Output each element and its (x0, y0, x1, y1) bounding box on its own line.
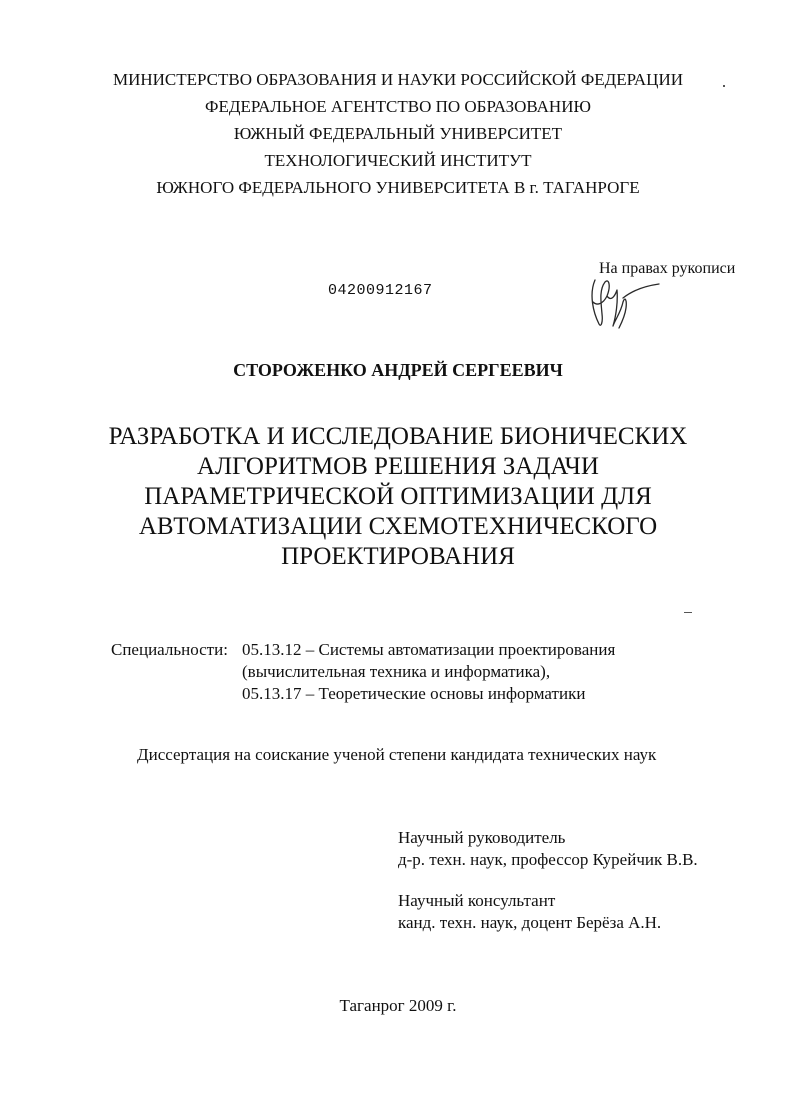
scan-speck (723, 85, 725, 87)
title-line-3: ПАРАМЕТРИЧЕСКОЙ ОПТИМИЗАЦИИ ДЛЯ (144, 483, 652, 510)
header-city: ЮЖНОГО ФЕДЕРАЛЬНОГО УНИВЕРСИТЕТА В г. ТАГАНРОГЕ (156, 178, 640, 197)
consultant-name: канд. техн. наук, доцент Берёза А.Н. (398, 913, 662, 932)
header-agency: ФЕДЕРАЛЬНОЕ АГЕНТСТВО ПО ОБРАЗОВАНИЮ (205, 97, 591, 116)
signature-icon (585, 272, 665, 334)
document-number: 04200912167 (328, 282, 433, 299)
supervisor-role: Научный руководитель (398, 828, 566, 847)
specialty-1: 05.13.12 – Системы автоматизации проектирования (242, 640, 616, 659)
header-ministry: МИНИСТЕРСТВО ОБРАЗОВАНИЯ И НАУКИ РОССИЙСКОЙ ФЕДЕРАЦИИ (112, 70, 684, 89)
dissertation-statement: Диссертация на соискание ученой степени кандидата технических наук (137, 745, 657, 764)
specialty-1-detail: (вычислительная техника и информатика), (242, 662, 551, 681)
header-institute: ТЕХНОЛОГИЧЕСКИЙ ИНСТИТУТ (264, 151, 532, 170)
title-line-4: АВТОМАТИЗАЦИИ СХЕМОТЕХНИЧЕСКОГО (138, 513, 658, 540)
specialty-2: 05.13.17 – Теоретические основы информатики (242, 684, 586, 703)
title-line-5: ПРОЕКТИРОВАНИЯ (281, 543, 515, 570)
title-line-2: АЛГОРИТМОВ РЕШЕНИЯ ЗАДАЧИ (197, 453, 599, 480)
footer-city-year: Таганрог 2009 г. (339, 996, 457, 1015)
author-name: СТОРОЖЕНКО АНДРЕЙ СЕРГЕЕВИЧ (233, 360, 563, 380)
supervisor-name: д-р. техн. наук, профессор Курейчик В.В. (398, 850, 698, 869)
scan-dash (684, 612, 692, 613)
header-university: ЮЖНЫЙ ФЕДЕРАЛЬНЫЙ УНИВЕРСИТЕТ (233, 124, 563, 143)
manuscript-note: На правах рукописи (599, 260, 736, 277)
consultant-role: Научный консультант (398, 891, 556, 910)
specialties-label: Специальности: (111, 640, 228, 659)
title-line-1: РАЗРАБОТКА И ИССЛЕДОВАНИЕ БИОНИЧЕСКИХ (108, 423, 688, 450)
